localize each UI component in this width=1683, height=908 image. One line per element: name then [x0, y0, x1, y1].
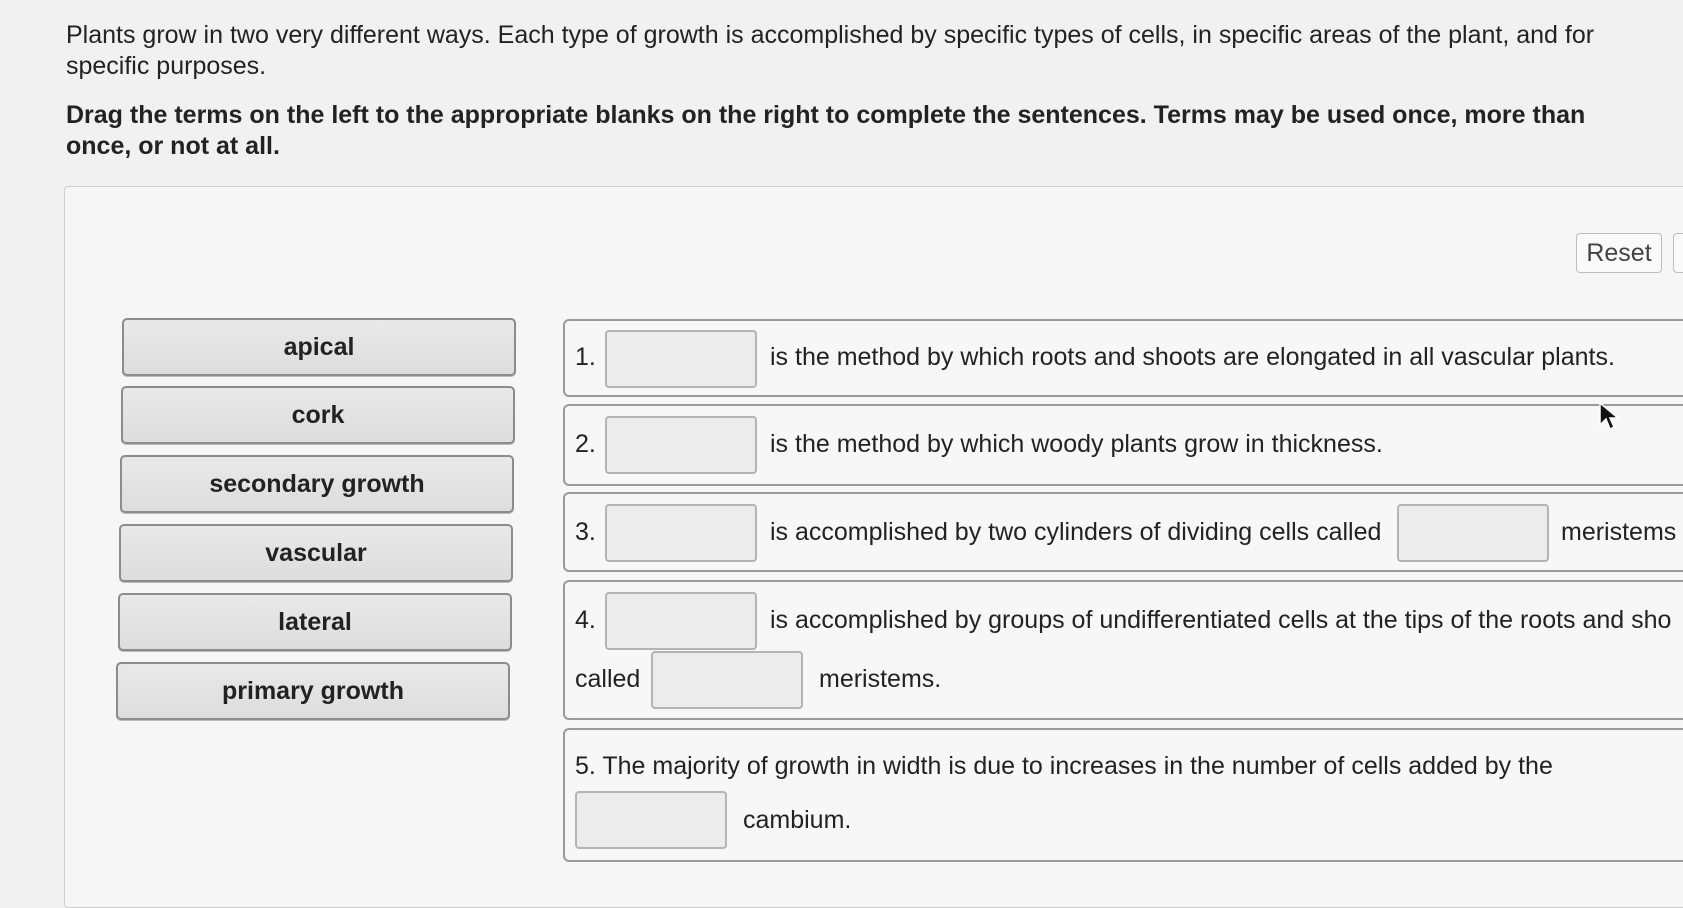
- sentence-text: meristems: [1561, 518, 1677, 546]
- term-lateral[interactable]: lateral: [118, 593, 512, 651]
- term-cork[interactable]: cork: [121, 386, 515, 444]
- sentence-number: 3.: [575, 518, 596, 546]
- mouse-cursor-icon: [1598, 401, 1620, 433]
- next-button-partial[interactable]: [1673, 233, 1683, 273]
- sentence-row-3: [563, 492, 1683, 572]
- sentence-row-1: [563, 319, 1683, 397]
- sentence-number: 4.: [575, 606, 596, 634]
- drop-target-3b[interactable]: [1397, 504, 1549, 562]
- sentence-text: is the method by which roots and shoots are elongated in all vascular plants.: [770, 343, 1615, 371]
- drop-target-1[interactable]: [605, 330, 757, 388]
- sentence-row-2: [563, 404, 1683, 486]
- instructions: Drag the terms on the left to the appropriate blanks on the right to complete the sentences. Terms may be used once, more than once, or not at all.: [66, 101, 1586, 160]
- term-vascular[interactable]: vascular: [119, 524, 513, 582]
- drop-target-2[interactable]: [605, 416, 757, 474]
- sentence-text: is accomplished by groups of undifferentiated cells at the tips of the roots and sho: [770, 606, 1672, 634]
- sentence-text: is accomplished by two cylinders of dividing cells called: [770, 518, 1382, 546]
- term-apical[interactable]: apical: [122, 318, 516, 376]
- drop-target-4b[interactable]: [651, 651, 803, 709]
- sentence-text: is the method by which woody plants grow in thickness.: [770, 430, 1383, 458]
- sentence-text: called: [575, 665, 641, 693]
- drop-target-3a[interactable]: [605, 504, 757, 562]
- sentence-text: cambium.: [743, 806, 852, 834]
- term-secondary-growth[interactable]: secondary growth: [120, 455, 514, 513]
- reset-button[interactable]: Reset: [1576, 233, 1662, 273]
- sentence-text: 5. The majority of growth in width is due to increases in the number of cells added by the: [575, 752, 1553, 780]
- sentence-row-4: [563, 580, 1683, 720]
- term-primary-growth[interactable]: primary growth: [116, 662, 510, 720]
- sentence-number: 2.: [575, 430, 596, 458]
- intro-text: Plants grow in two very different ways. Each type of growth is accomplished by specific types of cells, in specific areas of the plant, and for specific purposes.: [66, 21, 1595, 80]
- sentence-row-5: [563, 728, 1683, 862]
- drop-target-5[interactable]: [575, 791, 727, 849]
- sentence-number: 1.: [575, 343, 596, 371]
- drop-target-4a[interactable]: [605, 592, 757, 650]
- sentence-text: meristems.: [819, 665, 942, 693]
